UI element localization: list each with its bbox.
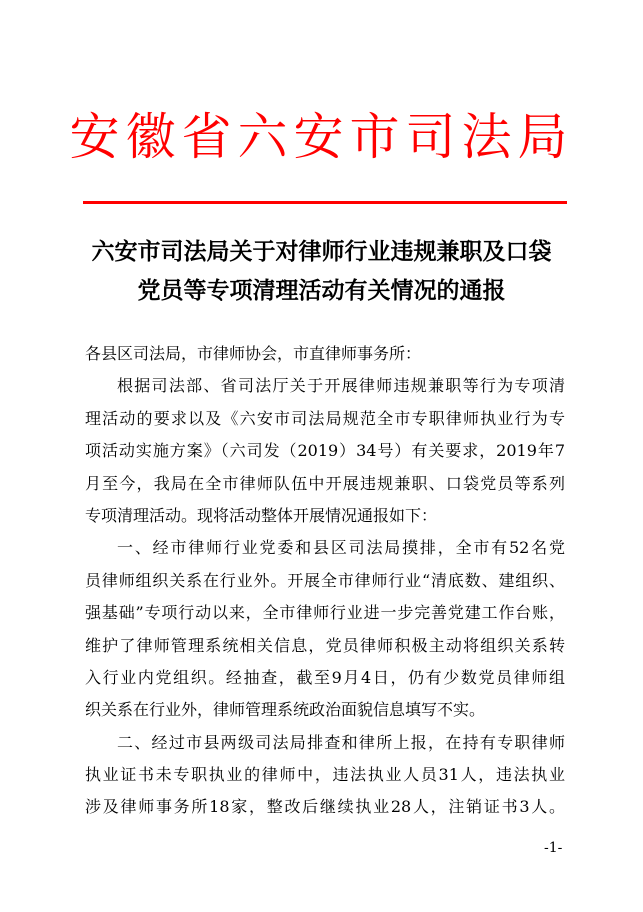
paragraph-line: 强基础”专项行动以来，全市律师行业进一步完善党建工作台账， bbox=[85, 603, 565, 623]
paragraph-line: 项活动实施方案》（六司发（2019）34号）有关要求，2019年7 bbox=[85, 441, 565, 461]
page-number: -1- bbox=[544, 840, 563, 856]
paragraph-line: 员律师组织关系在行业外。开展全市律师行业“清底数、建组织、 bbox=[85, 570, 565, 590]
paragraph-intro bbox=[85, 370, 565, 532]
paragraph-line: 织关系在行业外，律师管理系统政治面貌信息填写不实。 bbox=[85, 700, 486, 720]
paragraph-line: 入行业内党组织。经抽查，截至9月4日，仍有少数党员律师组 bbox=[85, 667, 565, 687]
document-body bbox=[85, 338, 565, 824]
paragraph-line: 一、经市律师行业党委和县区司法局摸排，全市有52名党 bbox=[117, 538, 565, 558]
document-title-line-1: 六安市司法局关于对律师行业违规兼职及口袋 bbox=[91, 239, 552, 265]
salutation: 各县区司法局，市律师协会，市直律师事务所： bbox=[85, 344, 422, 363]
paragraph-line: 理活动的要求以及《六安市司法局规范全市专职律师执业行为专 bbox=[85, 408, 565, 428]
letterhead-organization: 安徽省六安市司法局 bbox=[69, 108, 574, 166]
paragraph-line: 涉及律师事务所18家，整改后继续执业28人，注销证书3人。 bbox=[85, 797, 565, 817]
paragraph-line: 根据司法部、省司法厅关于开展律师违规兼职等行为专项清 bbox=[117, 376, 565, 396]
paragraph-section-2 bbox=[85, 727, 565, 824]
paragraph-section-1 bbox=[85, 532, 565, 726]
letterhead-red-rule bbox=[83, 201, 567, 204]
paragraph-line: 专项清理活动。现将活动整体开展情况通报如下： bbox=[85, 505, 438, 525]
document-title-line-2: 党员等专项清理活动有关情况的通报 bbox=[137, 278, 506, 304]
paragraph-line: 月至今，我局在全市律师队伍中开展违规兼职、口袋党员等系列 bbox=[85, 473, 565, 493]
paragraph-line: 维护了律师管理系统相关信息，党员律师积极主动将组织关系转 bbox=[85, 635, 565, 655]
paragraph-line: 二、经过市县两级司法局排查和律所上报，在持有专职律师 bbox=[117, 732, 565, 752]
paragraph-line: 执业证书未专职执业的律师中，违法执业人员31人，违法执业 bbox=[85, 765, 565, 785]
